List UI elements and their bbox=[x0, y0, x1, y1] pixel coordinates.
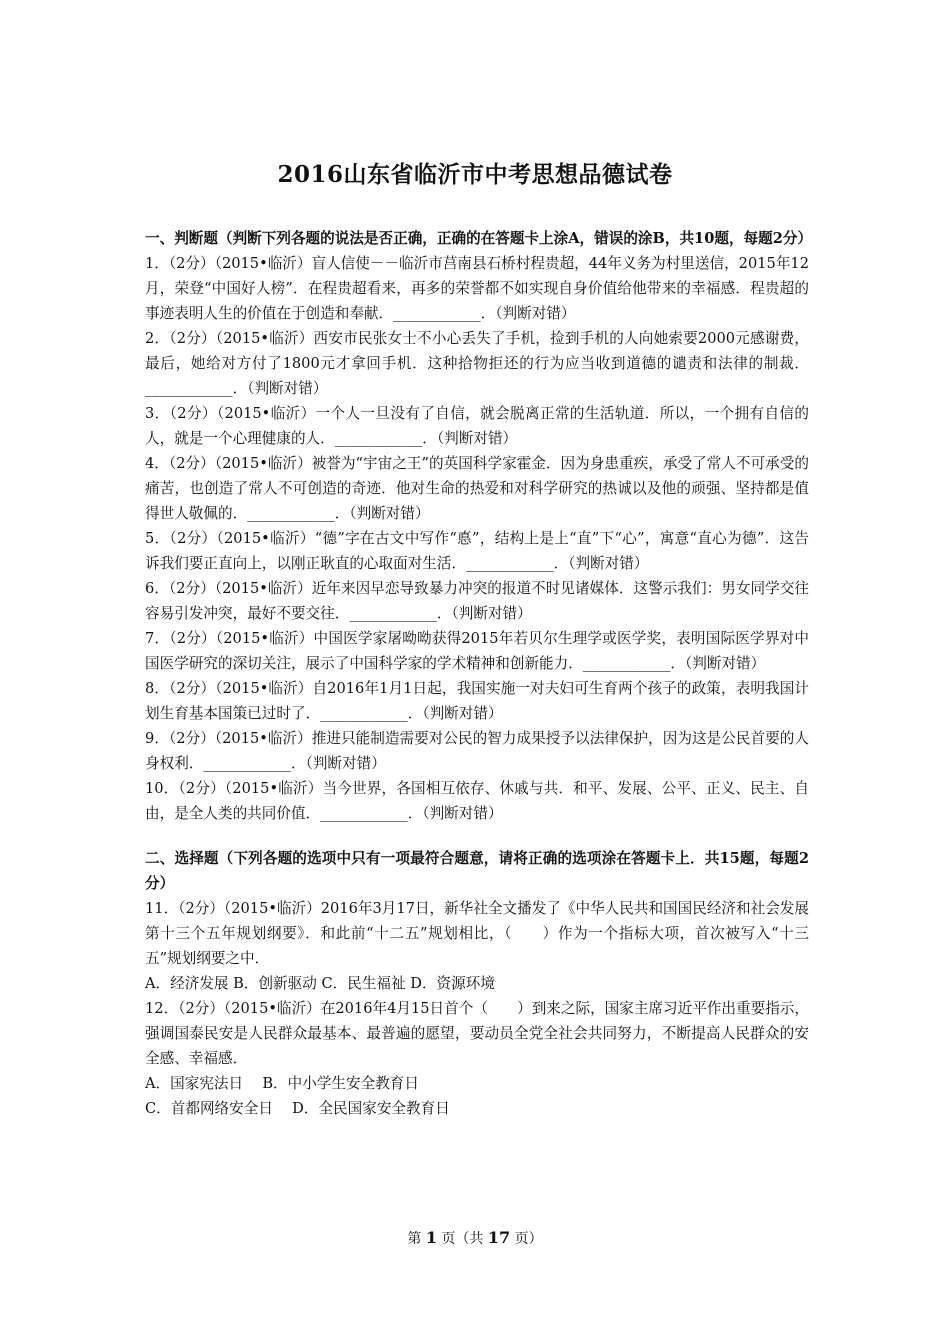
page-footer bbox=[0, 1228, 950, 1248]
question-12-options-row1: A．国家宪法日 B．中小学生安全教育日 bbox=[145, 1075, 419, 1092]
question-7: 7．（2分）（2015•临沂）中国医学家屠呦呦获得2015年若贝尔生理学或医学奖，表明国际医学界对中国医学研究的深切关注，展示了中国科学家的学术精神和创新能力．____________．（判断对错） bbox=[145, 630, 809, 672]
footer-suffix: 页） bbox=[510, 1231, 543, 1247]
question-2: 2．（2分）（2015•临沂）西安市民张女士不小心丢失了手机，捡到手机的人向她索要2000元感谢费，最后，她给对方付了1800元才拿回手机．这种拾物拒还的行为应当收到道德的谴责和法律的制裁．____________．（判断对错） bbox=[145, 330, 809, 397]
question-9: 9．（2分）（2015•临沂）推进只能制造需要对公民的智力成果授予以法律保护，因为这是公民首要的人身权利．____________．（判断对错） bbox=[145, 730, 809, 772]
question-3: 3．（2分）（2015•临沂）一个人一旦没有了自信，就会脱离正常的生活轨道．所以，一个拥有自信的人，就是一个心理健康的人．____________．（判断对错） bbox=[145, 405, 809, 447]
question-1: 1．（2分）（2015•临沂）盲人信使－－临沂市莒南县石桥村程贵超，44年义务为村里送信，2015年12月，荣登“中国好人榜”．在程贵超看来，再多的荣誉都不如实现自身价值给他带来的幸福感．程贵超的事迹表明人生的价值在于创造和奉献．____________．（判断对错） bbox=[145, 255, 809, 322]
question-12-options-row2: C．首都网络安全日 D．全民国家安全教育日 bbox=[145, 1100, 450, 1117]
section-spacer bbox=[145, 826, 809, 846]
section2-heading: 二、选择题（下列各题的选项中只有一项最符合题意，请将正确的选项涂在答题卡上．共15题，每题2分） bbox=[145, 850, 809, 892]
section1-heading: 一、判断题（判断下列各题的说法是否正确，正确的在答题卡上涂A，错误的涂B，共10题，每题2分） bbox=[145, 230, 813, 247]
page-title: 2016山东省临沂市中考思想品德试卷 bbox=[277, 161, 673, 188]
question-6: 6．（2分）（2015•临沂）近年来因早恋导致暴力冲突的报道不时见诸媒体．这警示我们：男女同学交往容易引发冲突，最好不要交往．____________．（判断对错） bbox=[145, 580, 809, 622]
question-8: 8．（2分）（2015•临沂）自2016年1月1日起，我国实施一对夫妇可生育两个孩子的政策，表明我国计划生育基本国策已过时了．____________．（判断对错） bbox=[145, 680, 809, 722]
question-10: 10．（2分）（2015•临沂）当今世界，各国相互依存、休戚与共．和平、发展、公平、正义、民主、自由，是全人类的共同价值．____________．（判断对错） bbox=[145, 780, 809, 822]
question-5: 5．（2分）（2015•临沂）“德”字在古文中写作“悳”，结构上是上“直”下“心”，寓意“直心为德”．这告诉我们要正直向上，以刚正耿直的心取面对生活．____________．（判断对错） bbox=[145, 530, 809, 572]
exam-content bbox=[145, 226, 813, 1121]
footer-middle: 页（共 bbox=[436, 1231, 488, 1247]
question-4: 4．（2分）（2015•临沂）被誉为“宇宙之王”的英国科学家霍金．因为身患重疾，承受了常人不可承受的痛苦，也创造了常人不可创造的奇迹．他对生命的热爱和对科学研究的热诚以及他的顽强、坚持都是值得世人敬佩的．____________．（判断对错） bbox=[145, 455, 809, 522]
question-11: 11．（2分）（2015•临沂）2016年3月17日，新华社全文播发了《中华人民共和国国民经济和社会发展第十三个五年规划纲要》．和此前“十二五”规划相比，（ ）作为一个指标大项，首次被写入“十三五”规划纲要之中． bbox=[145, 900, 809, 967]
footer-prefix: 第 bbox=[407, 1231, 426, 1247]
question-12: 12．（2分）（2015•临沂）在2016年4月15日首个（ ）到来之际，国家主席习近平作出重要指示，强调国泰民安是人民群众最基本、最普遍的愿望，要动员全党全社会共同努力，不断提高人民群众的安全感、幸福感． bbox=[145, 1000, 809, 1067]
current-page-number: 1 bbox=[425, 1228, 437, 1247]
question-11-options: A．经济发展 B．创新驱动 C．民生福祉 D．资源环境 bbox=[145, 975, 495, 992]
total-pages: 17 bbox=[487, 1228, 511, 1247]
